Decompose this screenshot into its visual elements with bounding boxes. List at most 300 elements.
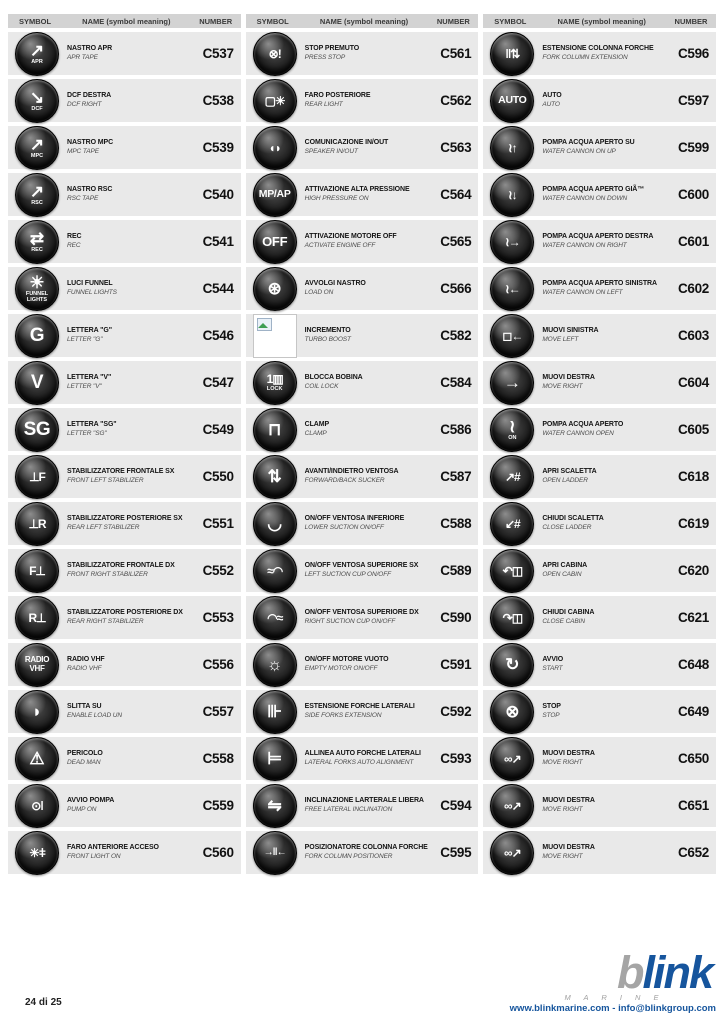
icon-glyph: ≀←	[505, 281, 520, 296]
icon-sub-label: MPC	[30, 153, 44, 159]
symbol-cell	[250, 737, 300, 781]
icon-glyph: ⊪	[267, 702, 283, 721]
symbol-meaning: AUTO	[542, 100, 560, 108]
symbol-table-column-3	[483, 14, 716, 878]
symbol-name: ON/OFF VENTOSA SUPERIORE SX	[304, 562, 419, 570]
symbol-meaning: MOVE RIGHT	[542, 382, 583, 390]
symbol-cell	[487, 455, 537, 499]
header-symbol: SYMBOL	[494, 16, 527, 26]
symbol-meaning: OPEN LADDER	[542, 476, 588, 484]
symbol-cell	[12, 831, 62, 875]
symbol-cell	[250, 502, 300, 546]
front-light-icon	[15, 831, 59, 875]
symbol-meaning: FREE LATERAL INCLINATION	[304, 805, 393, 813]
symbol-cell	[12, 596, 62, 640]
symbol-name: AVVIO POMPA	[67, 797, 115, 805]
rear-right-stabilizer-icon	[15, 596, 59, 640]
icon-glyph: ⊨	[267, 749, 283, 768]
table-row	[246, 267, 479, 310]
symbol-number: C605	[677, 422, 710, 437]
water-cannon-open-icon	[490, 408, 534, 452]
icon-text: G	[29, 325, 45, 346]
icon-sub-label: REC	[31, 247, 43, 253]
column-header	[246, 14, 479, 28]
page-number: 24 di 25	[25, 997, 62, 1008]
header-number: NUMBER	[436, 16, 470, 26]
table-row	[246, 737, 479, 780]
symbol-number: C547	[202, 375, 234, 390]
symbol-name: APRI CABINA	[542, 562, 588, 570]
symbol-name: POMPA ACQUA APERTO DESTRA	[542, 233, 654, 241]
fork-column-positioner-icon	[253, 831, 297, 875]
symbol-number: C648	[677, 657, 710, 672]
symbol-cell	[487, 267, 537, 311]
name-cell	[62, 468, 194, 485]
symbol-meaning: WATER CANNON ON DOWN	[542, 194, 628, 202]
name-cell	[537, 92, 669, 109]
icon-glyph: 1▥	[266, 372, 283, 386]
table-row	[483, 549, 716, 592]
name-cell	[300, 327, 432, 344]
table-row	[483, 831, 716, 874]
blink-marine-logo	[509, 947, 716, 1014]
column-header	[8, 14, 241, 28]
name-cell	[62, 139, 194, 156]
symbol-number: C602	[677, 281, 710, 296]
icon-glyph: ↗	[29, 181, 45, 201]
icon-glyph: ◡	[267, 514, 283, 533]
table-row	[246, 220, 479, 263]
table-row	[8, 549, 241, 592]
table-row	[246, 79, 479, 122]
symbol-name: APRI SCALETTA	[542, 468, 597, 476]
icon-glyph: ◠≈	[267, 610, 283, 625]
symbol-number: C538	[202, 93, 234, 108]
symbol-number: C589	[440, 563, 472, 578]
table-row	[483, 408, 716, 451]
icon-glyph: ↗	[29, 40, 45, 60]
symbol-cell	[487, 784, 537, 828]
symbol-name: POSIZIONATORE COLONNA FORCHE	[304, 844, 428, 852]
symbol-name: AVVOLGI NASTRO	[304, 280, 366, 288]
table-row	[483, 596, 716, 639]
symbol-number: C596	[677, 46, 710, 61]
symbol-meaning: LEFT SUCTION CUP ON/OFF	[304, 570, 391, 578]
symbol-cell	[487, 32, 537, 76]
symbol-name: LETTERA "V"	[67, 374, 112, 382]
icon-glyph: ↗	[29, 134, 45, 154]
symbol-name: POMPA ACQUA APERTO GIÃ™	[542, 186, 645, 194]
move-right-gears-icon	[490, 737, 534, 781]
name-cell	[62, 515, 194, 532]
icon-glyph: ☼	[266, 655, 283, 674]
symbol-number: C592	[440, 704, 472, 719]
icon-text: SG	[23, 419, 51, 440]
symbol-number: C550	[202, 469, 234, 484]
logo-b: b	[616, 947, 643, 998]
symbol-number: C586	[440, 422, 472, 437]
symbol-cell	[250, 173, 300, 217]
name-cell	[300, 468, 432, 485]
symbol-meaning: SIDE FORKS EXTENSION	[304, 711, 382, 719]
name-cell	[537, 844, 669, 861]
symbol-number: C588	[440, 516, 472, 531]
symbol-name: AVVIO	[542, 656, 564, 664]
rear-left-stabilizer-icon	[15, 502, 59, 546]
symbol-cell	[250, 408, 300, 452]
symbol-name: ON/OFF VENTOSA SUPERIORE DX	[304, 609, 419, 617]
dead-man-icon	[15, 737, 59, 781]
symbol-number: C582	[440, 328, 472, 343]
engine-off-icon	[253, 220, 297, 264]
symbol-name: ON/OFF MOTORE VUOTO	[304, 656, 389, 664]
name-cell	[537, 515, 669, 532]
table-row	[483, 314, 716, 357]
symbol-name: RADIO VHF	[67, 656, 105, 664]
table-row	[8, 267, 241, 310]
icon-glyph: ☀ǂ	[29, 845, 45, 860]
symbol-name: MUOVI DESTRA	[542, 374, 595, 382]
symbol-number: C597	[677, 93, 710, 108]
header-number: NUMBER	[674, 16, 708, 26]
symbol-name: CLAMP	[304, 421, 330, 429]
move-right-gears-icon	[490, 784, 534, 828]
symbol-name: ESTENSIONE FORCHE LATERALI	[304, 703, 415, 711]
name-cell	[300, 797, 432, 814]
symbol-meaning: LATERAL FORKS AUTO ALIGNMENT	[304, 758, 414, 766]
name-cell	[537, 562, 669, 579]
close-cabin-icon	[490, 596, 534, 640]
symbol-meaning: SPEAKER IN/OUT	[304, 147, 358, 155]
symbol-name: SLITTA SU	[67, 703, 102, 711]
name-cell	[537, 703, 669, 720]
name-cell	[300, 233, 432, 250]
symbol-number: C591	[440, 657, 472, 672]
name-cell	[300, 844, 432, 861]
name-cell	[300, 750, 432, 767]
table-row	[246, 549, 479, 592]
table-row	[8, 596, 241, 639]
symbol-cell	[12, 549, 62, 593]
table-row	[246, 502, 479, 545]
table-row	[8, 361, 241, 404]
name-cell	[300, 703, 432, 720]
front-right-stabilizer-icon	[15, 549, 59, 593]
icon-glyph: F⊥	[29, 563, 45, 578]
symbol-cell	[487, 126, 537, 170]
symbol-name: LETTERA "G"	[67, 327, 112, 335]
symbol-meaning: COIL LOCK	[304, 382, 339, 390]
empty-motor-icon	[253, 643, 297, 687]
symbol-meaning: HIGH PRESSURE ON	[304, 194, 369, 202]
table-row	[8, 690, 241, 733]
footer-url-link[interactable]: www.blinkmarine.com - info@blinkgroup.com	[509, 1003, 716, 1014]
press-stop-icon	[253, 32, 297, 76]
symbol-meaning: LETTER "G"	[67, 335, 103, 343]
water-cannon-down-icon	[490, 173, 534, 217]
symbol-name: MUOVI DESTRA	[542, 844, 595, 852]
symbol-cell	[487, 690, 537, 734]
symbol-name: INCLINAZIONE LARTERALE LIBERA	[304, 797, 424, 805]
table-row	[246, 596, 479, 639]
icon-glyph: ⊥R	[28, 516, 46, 531]
speaker-in-out-icon	[253, 126, 297, 170]
symbol-cell	[487, 831, 537, 875]
table-row	[8, 32, 241, 75]
symbol-meaning: FORWARD/BACK SUCKER	[304, 476, 385, 484]
symbol-meaning: REC	[67, 241, 81, 249]
table-row	[483, 361, 716, 404]
symbol-name: ESTENSIONE COLONNA FORCHE	[542, 45, 654, 53]
icon-glyph: ∞↗	[504, 751, 521, 766]
high-pressure-icon	[253, 173, 297, 217]
icon-glyph: ≀→	[505, 234, 520, 249]
water-cannon-up-icon	[490, 126, 534, 170]
symbol-meaning: START	[542, 664, 563, 672]
symbol-name: STOP	[542, 703, 561, 711]
name-cell	[300, 515, 432, 532]
icon-glyph: ≀↓	[508, 187, 517, 202]
name-cell	[62, 327, 194, 344]
name-cell	[537, 280, 669, 297]
symbol-meaning: CLOSE CABIN	[542, 617, 585, 625]
symbol-number: C599	[677, 140, 710, 155]
header-name: NAME (symbol meaning)	[82, 16, 171, 26]
symbol-cell	[250, 690, 300, 734]
symbol-meaning: PRESS STOP	[304, 53, 346, 61]
table-row	[483, 690, 716, 733]
symbol-name: ON/OFF VENTOSA INFERIORE	[304, 515, 405, 523]
name-cell	[300, 421, 432, 438]
table-row	[246, 690, 479, 733]
name-cell	[537, 45, 669, 62]
symbol-name: MUOVI DESTRA	[542, 750, 595, 758]
symbol-name: STABILIZZATORE POSTERIORE SX	[67, 515, 183, 523]
symbol-meaning: CLOSE LADDER	[542, 523, 592, 531]
symbol-meaning: MPC TAPE	[67, 147, 99, 155]
letter-sg-icon	[15, 408, 59, 452]
table-row	[246, 408, 479, 451]
logo-link: link	[642, 947, 712, 998]
symbol-meaning: RSC TAPE	[67, 194, 99, 202]
icon-sub-label: FUNNEL LIGHTS	[25, 291, 49, 303]
symbol-number: C556	[202, 657, 234, 672]
symbol-number: C593	[440, 751, 472, 766]
symbol-number: C562	[440, 93, 472, 108]
symbol-name: ATTIVAZIONE MOTORE OFF	[304, 233, 397, 241]
symbol-cell	[12, 173, 62, 217]
symbol-number: C564	[440, 187, 472, 202]
name-cell	[62, 562, 194, 579]
start-icon	[490, 643, 534, 687]
header-name: NAME (symbol meaning)	[319, 16, 409, 26]
symbol-number: C565	[440, 234, 472, 249]
symbol-number: C552	[202, 563, 234, 578]
icon-glyph: ☀	[29, 272, 45, 292]
name-cell	[537, 139, 669, 156]
symbol-cell	[487, 502, 537, 546]
name-cell	[537, 233, 669, 250]
symbol-cell	[250, 831, 300, 875]
header-number: NUMBER	[199, 16, 233, 26]
table-row	[483, 267, 716, 310]
symbol-meaning: FRONT LEFT STABILIZER	[67, 476, 144, 484]
symbol-number: C587	[440, 469, 472, 484]
table-row	[246, 361, 479, 404]
symbol-name: INCREMENTO	[304, 327, 351, 335]
name-cell	[537, 468, 669, 485]
symbol-cell	[12, 79, 62, 123]
symbol-cell	[250, 549, 300, 593]
icon-glyph: →	[503, 373, 521, 392]
symbol-meaning: WATER CANNON ON UP	[542, 147, 616, 155]
symbol-number: C563	[440, 140, 472, 155]
symbol-number: C618	[677, 469, 710, 484]
icon-glyph: ↘	[29, 87, 45, 107]
symbol-meaning: FRONT RIGHT STABILIZER	[67, 570, 148, 578]
suction-fwd-back-icon	[253, 455, 297, 499]
table-row	[8, 79, 241, 122]
icon-text: AUTO	[498, 94, 527, 107]
letter-v-icon	[15, 361, 59, 405]
symbol-meaning: MOVE RIGHT	[542, 852, 583, 860]
move-right-gears-icon	[490, 831, 534, 875]
symbol-cell	[487, 643, 537, 687]
symbol-meaning: FUNNEL LIGHTS	[67, 288, 117, 296]
table-row	[8, 173, 241, 216]
symbol-cell	[487, 314, 537, 358]
symbol-meaning: REAR LEFT STABILIZER	[67, 523, 140, 531]
symbol-cell	[250, 32, 300, 76]
table-row	[483, 32, 716, 75]
rsc-tape-icon	[15, 173, 59, 217]
icon-glyph: ▢☀	[264, 93, 285, 108]
symbol-cell	[487, 220, 537, 264]
name-cell	[537, 656, 669, 673]
table-row	[8, 220, 241, 263]
icon-text: V	[30, 372, 44, 393]
symbol-meaning: LOAD ON	[304, 288, 334, 296]
header-name: NAME (symbol meaning)	[557, 16, 646, 26]
coil-lock-icon	[253, 361, 297, 405]
table-row	[483, 455, 716, 498]
symbol-table-column-1	[8, 14, 241, 878]
name-cell	[300, 139, 432, 156]
symbol-name: STOP PREMUTO	[304, 45, 360, 53]
symbol-number: C652	[677, 845, 710, 860]
table-row	[246, 173, 479, 216]
symbol-number: C584	[440, 375, 472, 390]
symbol-name: MUOVI SINISTRA	[542, 327, 599, 335]
rear-light-icon	[253, 79, 297, 123]
symbol-number: C546	[202, 328, 234, 343]
logo-marine-text: M A R I N E	[564, 993, 664, 1002]
symbol-cell	[12, 784, 62, 828]
name-cell	[537, 374, 669, 391]
symbol-name: POMPA ACQUA APERTO SINISTRA	[542, 280, 657, 288]
symbol-name: POMPA ACQUA APERTO SU	[542, 139, 635, 147]
symbol-meaning: ACTIVATE ENGINE OFF	[304, 241, 376, 249]
symbol-name: DCF DESTRA	[67, 92, 112, 100]
symbol-meaning: ENABLE LOAD UN	[67, 711, 122, 719]
symbol-number: C539	[202, 140, 234, 155]
icon-glyph: ≀	[509, 416, 516, 436]
left-suction-cup-icon	[253, 549, 297, 593]
table-row	[8, 643, 241, 686]
open-ladder-icon	[490, 455, 534, 499]
symbol-meaning: DCF RIGHT	[67, 100, 102, 108]
symbol-number: C650	[677, 751, 710, 766]
symbol-number: C557	[202, 704, 234, 719]
icon-glyph: ⊥F	[29, 469, 45, 484]
open-cabin-icon	[490, 549, 534, 593]
symbol-cell	[250, 455, 300, 499]
icon-glyph: ∞↗	[504, 798, 521, 813]
icon-sub-label: DCF	[31, 106, 43, 112]
icon-glyph: ⊗	[505, 702, 520, 721]
symbol-cell	[12, 408, 62, 452]
icon-glyph: ⚠	[29, 749, 45, 768]
symbol-cell	[12, 220, 62, 264]
symbol-number: C651	[677, 798, 710, 813]
name-cell	[62, 233, 194, 250]
symbol-cell	[12, 126, 62, 170]
table-row	[246, 455, 479, 498]
symbol-meaning: FORK COLUMN POSITIONER	[304, 852, 393, 860]
radio-vhf-icon	[15, 643, 59, 687]
icon-text: RADIO VHF	[24, 655, 50, 673]
name-cell	[62, 280, 194, 297]
symbol-meaning: WATER CANNON OPEN	[542, 429, 614, 437]
symbol-meaning: LETTER "SG"	[67, 429, 107, 437]
symbol-meaning: MOVE LEFT	[542, 335, 579, 343]
table-row	[246, 32, 479, 75]
name-cell	[537, 797, 669, 814]
name-cell	[300, 656, 432, 673]
icon-glyph: →‖←	[263, 846, 286, 858]
symbol-cell	[12, 32, 62, 76]
name-cell	[62, 844, 194, 861]
name-cell	[62, 609, 194, 626]
auto-icon	[490, 79, 534, 123]
symbol-cell	[12, 690, 62, 734]
symbol-number: C601	[677, 234, 710, 249]
dcf-right-icon	[15, 79, 59, 123]
table-row	[8, 502, 241, 545]
symbol-number: C590	[440, 610, 472, 625]
icon-glyph: ≀↑	[508, 140, 517, 155]
symbol-number: C559	[202, 798, 234, 813]
symbol-name: BLOCCA BOBINA	[304, 374, 363, 382]
table-row	[246, 831, 479, 874]
icon-glyph: ↻	[505, 655, 520, 674]
table-row	[483, 79, 716, 122]
symbol-cell	[250, 361, 300, 405]
icon-glyph: ↶◫	[502, 563, 523, 578]
icon-sub-label: RSC	[31, 200, 43, 206]
symbol-cell	[487, 549, 537, 593]
symbol-number: C544	[202, 281, 234, 296]
apr-tape-icon	[15, 32, 59, 76]
icon-sub-label: APR	[31, 59, 43, 65]
symbol-meaning: WATER CANNON ON LEFT	[542, 288, 623, 296]
symbol-cell	[487, 737, 537, 781]
symbol-name: ATTIVAZIONE ALTA PRESSIONE	[304, 186, 410, 194]
symbol-cell	[250, 220, 300, 264]
symbol-meaning: LOWER SUCTION ON/OFF	[304, 523, 384, 531]
icon-sub-label: LOCK	[266, 385, 283, 392]
symbol-number: C561	[440, 46, 472, 61]
